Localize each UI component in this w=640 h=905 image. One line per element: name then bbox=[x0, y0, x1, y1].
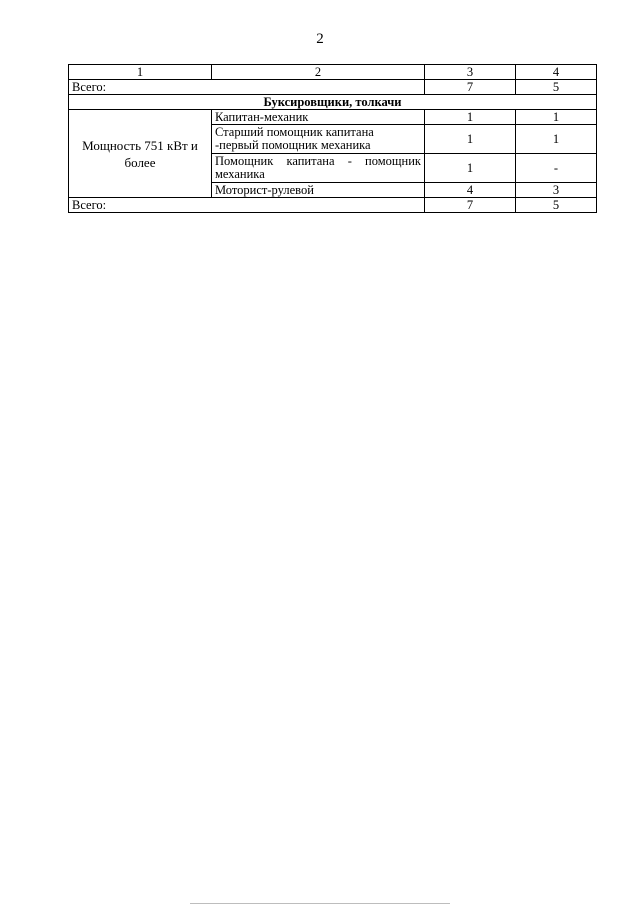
header-col-4: 4 bbox=[516, 65, 597, 80]
page-number: 2 bbox=[316, 31, 324, 47]
table-header-row bbox=[69, 65, 597, 80]
position-name: Капитан-механик bbox=[212, 110, 425, 125]
header-col-1: 1 bbox=[69, 65, 212, 80]
count-col-4: 1 bbox=[516, 110, 597, 125]
header-col-2: 2 bbox=[212, 65, 425, 80]
position-name-line: -первый помощник механика bbox=[215, 138, 371, 152]
position-name bbox=[212, 125, 425, 154]
scan-edge-line bbox=[190, 903, 450, 904]
count-col-3: 1 bbox=[425, 125, 516, 154]
staffing-table bbox=[68, 64, 597, 213]
total-label: Всего: bbox=[69, 80, 425, 95]
count-col-4: - bbox=[516, 154, 597, 183]
total-label: Всего: bbox=[69, 198, 425, 213]
total-col-3: 7 bbox=[425, 198, 516, 213]
count-col-3: 4 bbox=[425, 183, 516, 198]
position-name bbox=[212, 154, 425, 183]
total-col-4: 5 bbox=[516, 80, 597, 95]
section-row bbox=[69, 95, 597, 110]
position-name-line: Помощник капитана - помощник bbox=[215, 154, 421, 168]
count-col-3: 1 bbox=[425, 154, 516, 183]
total-row-previous bbox=[69, 80, 597, 95]
position-name-line: механика bbox=[215, 167, 265, 181]
total-col-3: 7 bbox=[425, 80, 516, 95]
count-col-3: 1 bbox=[425, 110, 516, 125]
total-row bbox=[69, 198, 597, 213]
total-col-4: 5 bbox=[516, 198, 597, 213]
position-name: Моторист-рулевой bbox=[212, 183, 425, 198]
position-name-line: Старший помощник капитана bbox=[215, 125, 374, 139]
section-title: Буксировщики, толкачи bbox=[69, 95, 597, 110]
count-col-4: 1 bbox=[516, 125, 597, 154]
table-row bbox=[69, 110, 597, 125]
group-label: Мощность 751 кВт и более bbox=[69, 110, 212, 198]
count-col-4: 3 bbox=[516, 183, 597, 198]
header-col-3: 3 bbox=[425, 65, 516, 80]
